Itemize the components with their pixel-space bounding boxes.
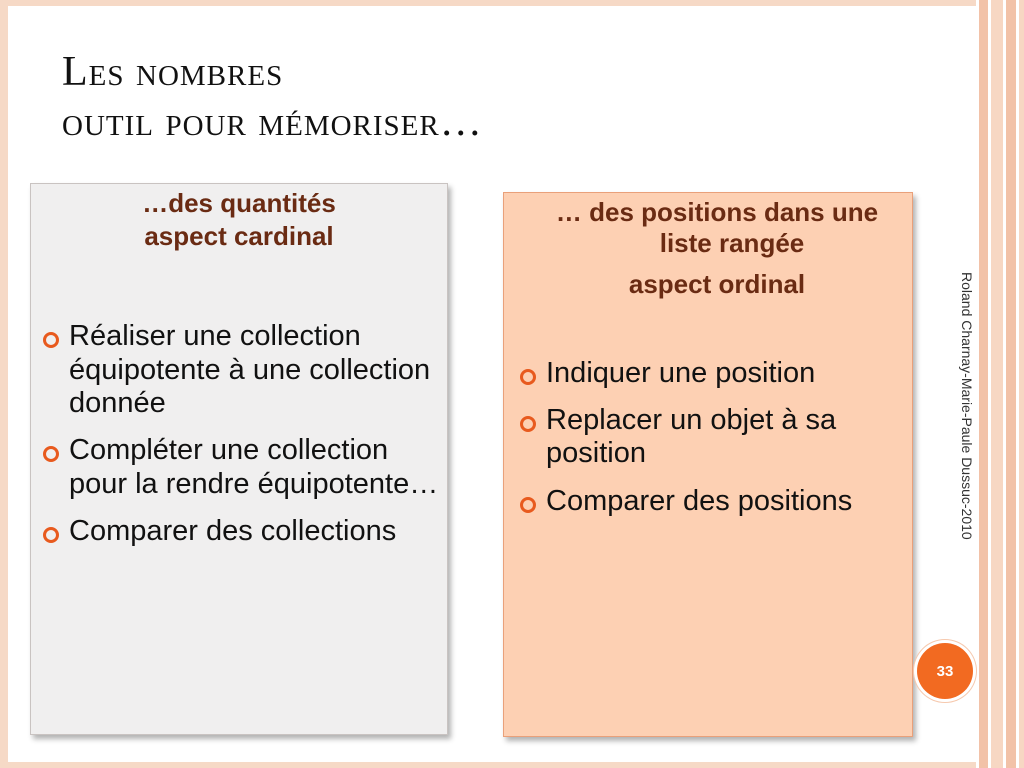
list-item [518,485,904,518]
ordinal-aspect-box [503,192,913,737]
bullet-icon [43,527,59,543]
cardinal-item-list [31,320,447,548]
list-item-text: Compléter une collection pour la rendre équipotente… [69,434,439,500]
slide-title-line-2: outil pour mémoriser… [62,98,483,145]
bullet-icon [520,497,536,513]
bullet-icon [520,416,536,432]
list-item-text: Réaliser une collection équipotente à une collection donnée [69,320,431,420]
list-item-text: Indiquer une position [546,356,816,389]
list-item [518,404,904,471]
frame-bottom-border [0,762,1024,768]
bullet-icon [43,446,59,462]
frame-left-border [0,0,8,768]
bullet-icon [520,369,536,385]
ordinal-heading-line-2: aspect ordinal [628,269,806,300]
list-item [518,357,904,390]
cardinal-heading-line-1: …des quantités [142,188,336,218]
author-credit: Roland Charnay-Marie-Paule Dussuc-2010 [959,272,975,540]
cardinal-aspect-box [30,183,448,735]
decorative-stripes [976,0,1024,768]
cardinal-heading-line-2: aspect cardinal [144,221,334,252]
ordinal-heading [504,197,912,301]
ordinal-heading-line-1: … des positions dans une liste rangée [555,197,879,259]
slide-title-line-1: Les nombres [62,49,284,95]
ordinal-item-list [504,357,912,518]
bullet-icon [43,332,59,348]
list-item-text: Comparer des positions [546,484,853,517]
list-item-text: Comparer des collections [69,515,397,548]
cardinal-heading [31,188,447,252]
list-item [41,434,439,501]
list-item-text: Replacer un objet à sa position [546,403,837,470]
frame-top-border [0,0,1024,6]
list-item [41,320,439,420]
page-number-badge: 33 [917,643,973,699]
list-item [41,515,439,548]
slide-title [62,48,483,147]
